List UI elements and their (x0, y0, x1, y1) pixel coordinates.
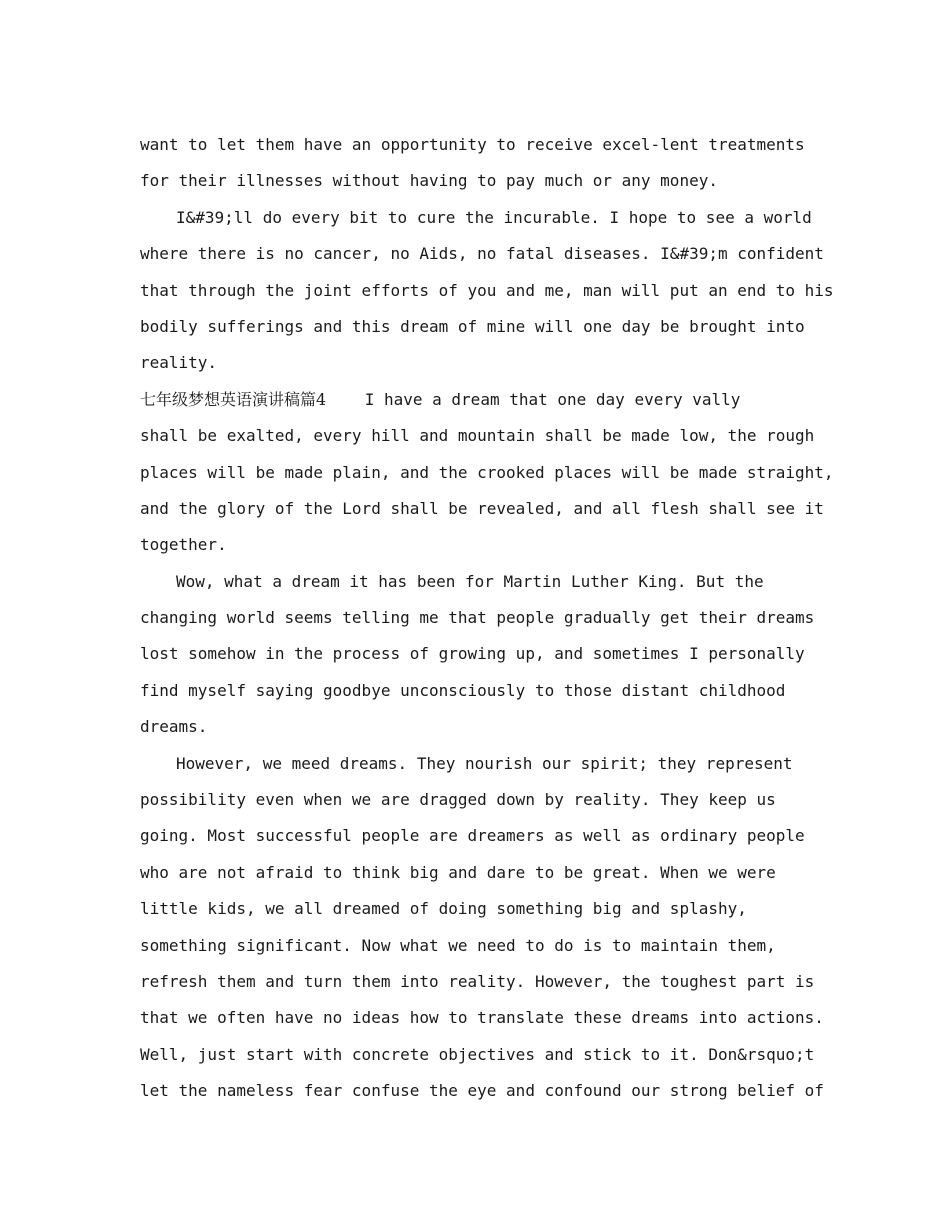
text-line: together. (140, 535, 227, 555)
text-line: for their illnesses without having to pay much or any money. (140, 171, 718, 191)
text-line: However, we meed dreams. They nourish our spirit; they represent (176, 753, 793, 773)
text-line: lost somehow in the process of growing up, and sometimes I personally (140, 644, 805, 664)
document-body (140, 127, 834, 1110)
heading-gap (326, 390, 365, 409)
text-line: changing world seems telling me that people gradually get their dreams (140, 608, 815, 628)
section-heading-line (140, 382, 820, 418)
text-line: possibility even when we are dragged down by reality. They keep us (140, 790, 776, 810)
text-line: little kids, we all dreamed of doing something big and splashy, (140, 899, 747, 919)
section-heading: 七年级梦想英语演讲稿篇4 (140, 389, 327, 409)
text-line: I&#39;ll do every bit to cure the incurable. I hope to see a world (176, 207, 812, 227)
text-line: Wow, what a dream it has been for Martin Luther King. But the (176, 571, 764, 591)
text-line: and the glory of the Lord shall be revealed, and all flesh shall see it (140, 498, 824, 518)
text-line: I have a dream that one day every vally (364, 389, 741, 409)
text-line: dreams. (140, 717, 208, 737)
text-line: bodily sufferings and this dream of mine will one day be brought into (140, 316, 805, 336)
text-line: Well, just start with concrete objectives and stick to it. Don&rsquo;t (140, 1044, 815, 1064)
text-line: places will be made plain, and the crooked places will be made straight, (140, 462, 834, 482)
text-line: going. Most successful people are dreamers as well as ordinary people (140, 826, 805, 846)
text-line: where there is no cancer, no Aids, no fatal diseases. I&#39;m confident (140, 244, 824, 264)
text-line: who are not afraid to think big and dare to be great. When we were (140, 862, 776, 882)
text-line: want to let them have an opportunity to receive excel-lent treatments (140, 135, 805, 154)
text-line: reality. (140, 353, 218, 373)
text-line: that we often have no ideas how to translate these dreams into actions. (140, 1008, 824, 1028)
text-line: that through the joint efforts of you and me, man will put an end to his (140, 280, 834, 300)
text-line: shall be exalted, every hill and mountain shall be made low, the rough (140, 426, 815, 446)
text-line: find myself saying goodbye unconsciously to those distant childhood (140, 680, 786, 700)
text-line: refresh them and turn them into reality. However, the toughest part is (140, 971, 815, 991)
text-line: something significant. Now what we need to do is to maintain them, (140, 935, 776, 955)
text-line: let the nameless fear confuse the eye and confound our strong belief of (140, 1081, 824, 1101)
